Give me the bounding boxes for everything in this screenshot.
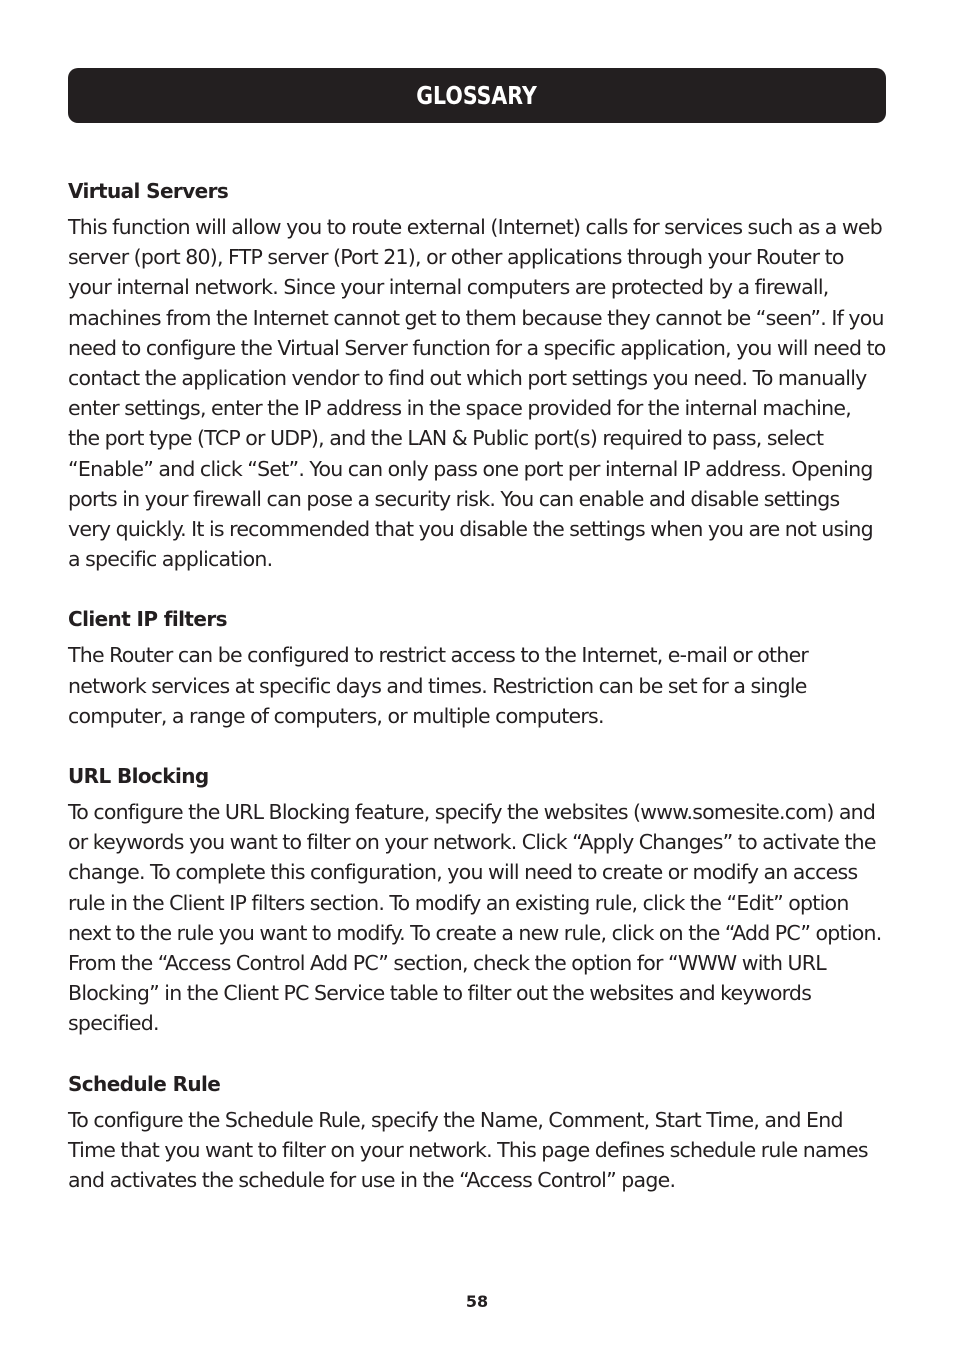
section-client-ip-filters — [68, 604, 886, 731]
section-heading: Client IP filters — [68, 607, 227, 632]
section-url-blocking — [68, 761, 886, 1039]
section-heading: URL Blocking — [68, 764, 209, 789]
glossary-header-bar — [68, 68, 886, 123]
section-body: To configure the URL Blocking feature, specify the websites (www.somesite.com) and or keywords you want to filter on your network. Click “Apply Changes” to activate the change. To complete this configuration, you will need to create or modify an access rule in the Client IP filters section. To modify an existing rule, click the “Edit” option next to the rule you want to modify. To create a new rule, click on the “Add PC” option. From the “Access Control Add PC” section, check the option for “WWW with URL Blocking” in the Client PC Service table to filter out the websites and keywords specified. — [68, 800, 882, 1036]
page-number: 58 — [465, 1292, 489, 1311]
section-body: To configure the Schedule Rule, specify the Name, Comment, Start Time, and End Time that you want to filter on your network. This page defines schedule rule names and activates the schedule for use in the “Access Control” page. — [68, 1107, 868, 1193]
section-heading: Schedule Rule — [68, 1071, 221, 1096]
section-body: This function will allow you to route external (Internet) calls for services such as a web server (port 80), FTP server (Port 21), or other applications through your Router to your internal network. Since your internal computers are protected by a firewall, machines from the Internet cannot get to them because they cannot be “seen”. If you need to configure the Virtual Server function for a specific application, you will need to contact the application vendor to find out which port settings you need. To manually enter settings, enter the IP address in the space provided for the internal machine, the port type (TCP or UDP), and the LAN & Public port(s) required to pass, select “Enable” and click “Set”. You can only pass one port per internal IP address. Opening ports in your firewall can pose a security risk. You can enable and disable settings very quickly. It is recommended that you disable the settings when you are not using a specific application. — [68, 215, 886, 572]
section-heading: Virtual Servers — [68, 179, 229, 203]
glossary-content — [68, 176, 886, 1225]
section-body: The Router can be configured to restrict access to the Internet, e-mail or other network services at specific days and times. Restriction can be set for a single computer, a range of computers, or multiple computers. — [68, 643, 809, 728]
page-title: GLOSSARY — [416, 81, 538, 110]
section-virtual-servers — [68, 176, 886, 574]
section-schedule-rule — [68, 1069, 886, 1196]
